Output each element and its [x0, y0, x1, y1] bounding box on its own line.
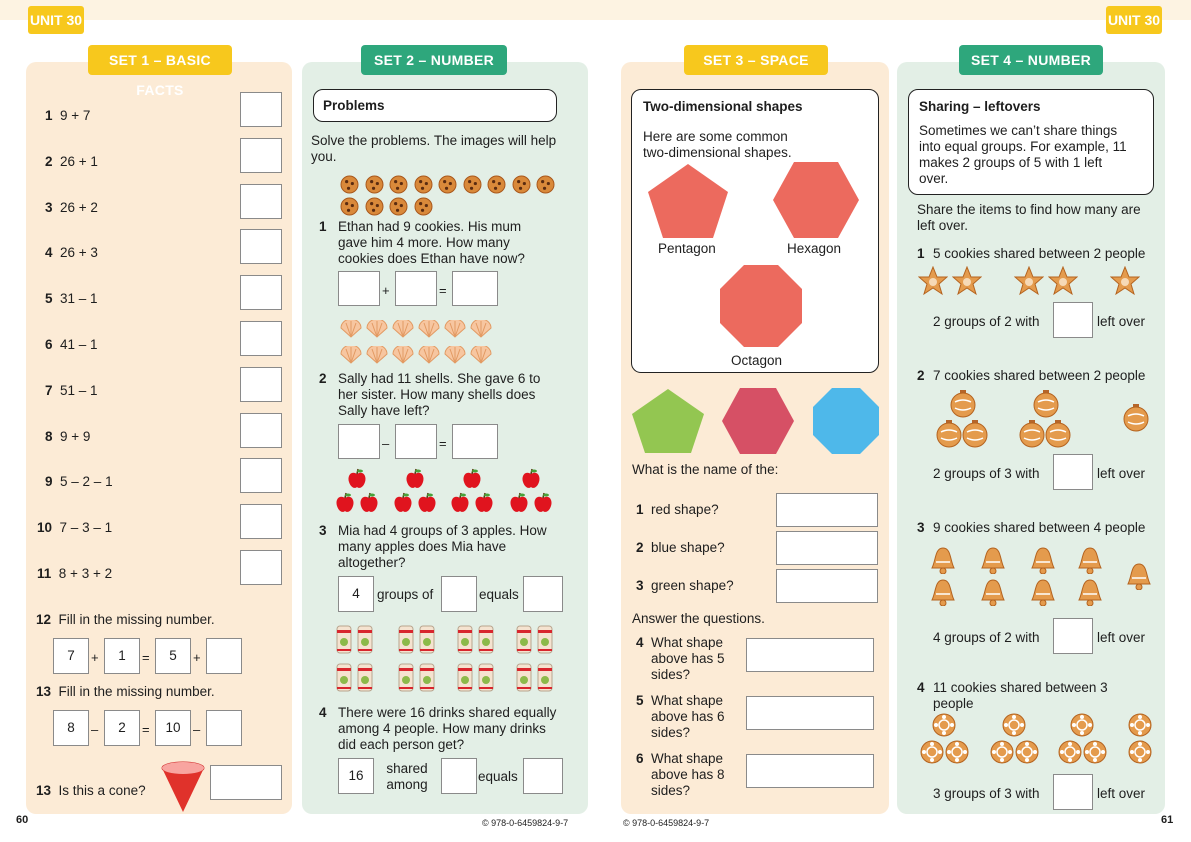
flower-cookie-icon: [1002, 713, 1026, 737]
set3-q6-text: What shape above has 8 sides?: [651, 751, 725, 798]
p3-number: 3: [319, 523, 327, 538]
green-pentagon: [630, 387, 706, 455]
p1-answer-box[interactable]: [452, 271, 498, 306]
set1-answer-box[interactable]: [240, 321, 282, 356]
cookie-icon: [340, 197, 359, 216]
set4-q2-left-over: left over: [1097, 466, 1146, 481]
bell-cookie-icon: [1077, 546, 1103, 574]
shell-icon: [340, 320, 362, 338]
set3-answer-box[interactable]: [776, 531, 878, 565]
unit-badge-left: UNIT 30: [28, 6, 84, 34]
drink-can-icon: [336, 624, 352, 654]
set1-item-number: 10: [37, 520, 53, 536]
set3-title: Two-dimensional shapes: [643, 99, 803, 114]
flower-cookie-icon: [945, 740, 969, 764]
p4-word-1: shared among: [386, 761, 428, 792]
set4-header: SET 4 – NUMBER: [959, 45, 1103, 75]
set1-item-number: 11: [37, 566, 52, 581]
apple-icon: [509, 492, 529, 514]
shell-icon: [418, 320, 440, 338]
q13-number: 13: [36, 684, 52, 699]
hexagon-label: Hexagon: [787, 241, 842, 256]
set1-item-question: 51 – 1: [60, 382, 98, 398]
set3-q-number: 4: [636, 635, 644, 650]
set1-item-question: 41 – 1: [60, 337, 98, 352]
set3-q1: [636, 502, 719, 518]
drink-can-icon: [478, 624, 494, 654]
set1-item-4: [45, 245, 98, 261]
hexagon-shape: [771, 160, 861, 240]
set4-q3-left-over: left over: [1097, 630, 1146, 645]
shell-icon: [366, 320, 388, 338]
star-cookie-icon: [1048, 266, 1078, 296]
shell-icon: [470, 346, 492, 364]
star-cookie-icon: [918, 266, 948, 296]
p1-text: Ethan had 9 cookies. His mum gave him 4 more. How many cookies does Ethan have now?: [338, 219, 525, 266]
p2-answer-box[interactable]: [452, 424, 498, 459]
set1-answer-box[interactable]: [240, 92, 282, 127]
set1-item-3: [45, 200, 98, 216]
pentagon-label: Pentagon: [658, 241, 716, 256]
drink-can-icon: [516, 662, 532, 692]
set1-item-number: 2: [45, 153, 53, 169]
set4-q4-left-over: left over: [1097, 786, 1146, 801]
p4-text: There were 16 drinks shared equally among 4 people. How many drinks did each person get?: [338, 705, 557, 752]
set1-item-10: [37, 520, 112, 536]
q12-number: 12: [36, 612, 52, 627]
ornament-cookie-icon: [1033, 390, 1059, 418]
unit-badge-right: UNIT 30: [1106, 6, 1162, 34]
set3-q2: [636, 540, 725, 556]
set1-item-question: 26 + 3: [60, 245, 98, 261]
drink-can-icon: [398, 662, 414, 692]
flower-cookie-icon: [1128, 740, 1152, 764]
set4-q-number: 4: [917, 680, 925, 695]
set1-item-number: 5: [45, 291, 53, 307]
set3-answer-box[interactable]: [776, 493, 878, 527]
set4-answer-box[interactable]: [1053, 618, 1093, 654]
pentagon-shape: [646, 162, 730, 240]
q12-box-2: 1: [104, 638, 140, 674]
ornament-cookie-icon: [1045, 420, 1071, 448]
bell-cookie-icon: [930, 578, 956, 606]
q12-box-1: 7: [53, 638, 89, 674]
set3-q-number: 5: [636, 693, 644, 708]
drink-can-icon: [419, 662, 435, 692]
flower-cookie-icon: [990, 740, 1014, 764]
ornament-cookie-icon: [936, 420, 962, 448]
set1-item-6: [45, 337, 98, 353]
q12-op-1: +: [91, 650, 99, 665]
cookie-icon: [512, 175, 531, 194]
bell-cookie-icon: [1030, 578, 1056, 606]
cookie-icon: [365, 197, 384, 216]
set1-item-question: 7 – 3 – 1: [59, 520, 113, 536]
shell-icon: [366, 346, 388, 364]
set1-answer-box[interactable]: [240, 550, 282, 585]
p4-number: 4: [319, 705, 327, 720]
set1-item-number: 7: [45, 382, 53, 398]
q12-box-3: 5: [155, 638, 191, 674]
set4-intro: Sometimes we can’t share things into equal groups. For example, 11 makes 2 groups of 5 with 1 left over.: [919, 123, 1127, 186]
set1-item-question: 9 + 7: [60, 108, 91, 123]
set4-answer-box[interactable]: [1053, 302, 1093, 338]
p4-word-2: equals: [478, 769, 518, 784]
set1-item-question: 31 – 1: [60, 291, 98, 307]
q13-op-1: –: [91, 722, 99, 737]
set3-q-text: red shape?: [651, 502, 719, 517]
shell-icon: [444, 320, 466, 338]
cookie-icon: [340, 175, 359, 194]
q13-op-3: –: [193, 722, 201, 737]
set3-q-text: green shape?: [651, 578, 734, 593]
drink-can-icon: [419, 624, 435, 654]
set3-q3: [636, 578, 734, 594]
drink-can-icon: [357, 662, 373, 692]
set1-item-question: 9 + 9: [60, 428, 91, 444]
q12-text: Fill in the missing number.: [58, 612, 215, 627]
set4-q2-groups-text: 2 groups of 3 with: [933, 466, 1040, 481]
top-band: [0, 0, 1191, 20]
q12-answer-box[interactable]: [206, 638, 242, 674]
set3-q-number: 6: [636, 751, 644, 766]
bell-cookie-icon: [1030, 546, 1056, 574]
set3-q-number: 1: [636, 502, 644, 517]
q12-op-3: +: [193, 650, 201, 665]
apple-icon: [347, 468, 367, 490]
page-number-right: 61: [1161, 814, 1174, 826]
shell-icon: [340, 346, 362, 364]
set3-q-number: 2: [636, 540, 644, 555]
set3-answer-box[interactable]: [746, 638, 874, 672]
set3-question: What is the name of the:: [632, 462, 779, 477]
set1-item-number: 1: [45, 108, 53, 123]
apple-icon: [393, 492, 413, 514]
q13-text: Fill in the missing number.: [58, 684, 215, 699]
set1-item-number: 8: [45, 428, 53, 444]
p3-box-2[interactable]: [441, 576, 477, 612]
apple-icon: [533, 492, 553, 514]
star-cookie-icon: [1110, 266, 1140, 296]
shell-icon: [444, 346, 466, 364]
set3-answer-box[interactable]: [776, 569, 878, 603]
apple-icon: [359, 492, 379, 514]
drink-can-icon: [336, 662, 352, 692]
cookie-icon: [463, 175, 482, 194]
cookie-icon: [414, 175, 433, 194]
shell-icon: [470, 320, 492, 338]
set3-answer-box[interactable]: [746, 696, 874, 730]
ornament-cookie-icon: [962, 420, 988, 448]
set1-header: SET 1 – BASIC FACTS: [88, 45, 232, 75]
set4-q3-groups-text: 4 groups of 2 with: [933, 630, 1040, 645]
blue-octagon: [811, 386, 881, 456]
p2-op-1: –: [382, 436, 390, 451]
flower-cookie-icon: [1070, 713, 1094, 737]
drink-can-icon: [537, 662, 553, 692]
flower-cookie-icon: [1128, 713, 1152, 737]
set4-q3-text: 9 cookies shared between 4 people: [933, 520, 1146, 535]
cookie-icon: [487, 175, 506, 194]
set1-item-11: [37, 566, 112, 582]
set4-instruction: Share the items to find how many are left over.: [917, 202, 1141, 233]
cookie-icon: [536, 175, 555, 194]
set1-item-number: 4: [45, 245, 53, 261]
q14-text: Is this a cone?: [58, 783, 146, 798]
set1-item-1: [45, 108, 90, 124]
set1-item-9: [45, 474, 113, 490]
q13-box-1: 8: [53, 710, 89, 746]
apple-icon: [450, 492, 470, 514]
p2-op-2: =: [439, 436, 447, 451]
bell-cookie-icon: [1077, 578, 1103, 606]
apple-icon: [462, 468, 482, 490]
red-hexagon: [720, 386, 796, 456]
drink-can-icon: [357, 624, 373, 654]
p4-answer-box[interactable]: [523, 758, 563, 794]
apple-icon: [405, 468, 425, 490]
page-number-left: 60: [16, 814, 29, 826]
apple-icon: [417, 492, 437, 514]
shell-icon: [392, 320, 414, 338]
set4-answer-box[interactable]: [1053, 774, 1093, 810]
set3-q4-text: What shape above has 5 sides?: [651, 635, 725, 682]
set1-answer-box[interactable]: [240, 229, 282, 264]
apple-icon: [474, 492, 494, 514]
set3-header: SET 3 – SPACE: [684, 45, 828, 75]
set1-item-2: [45, 154, 98, 170]
set1-item-5: [45, 291, 98, 307]
set1-item-number: 3: [45, 199, 53, 215]
set2-header: SET 2 – NUMBER: [361, 45, 507, 75]
cookie-icon: [414, 197, 433, 216]
isbn-right: © 978-0-6459824-9-7: [623, 818, 710, 828]
drink-can-icon: [516, 624, 532, 654]
p3-box-1: 4: [338, 576, 374, 612]
set3-q5-text: What shape above has 6 sides?: [651, 693, 725, 740]
cone-icon: [160, 760, 206, 814]
set1-item-question: 5 – 2 – 1: [60, 474, 113, 490]
p3-word-2: equals: [479, 587, 519, 602]
star-cookie-icon: [952, 266, 982, 296]
set1-item-7: [45, 383, 98, 399]
cookie-icon: [438, 175, 457, 194]
drink-can-icon: [457, 624, 473, 654]
set1-item-question: 8 + 3 + 2: [58, 566, 113, 581]
set3-q-number: 3: [636, 578, 644, 593]
ornament-cookie-icon: [1123, 404, 1149, 432]
p3-answer-box[interactable]: [523, 576, 563, 612]
set2-intro: Solve the problems. The images will help you.: [311, 133, 557, 164]
set1-item-8: [45, 429, 90, 445]
cookie-icon: [389, 197, 408, 216]
q14-answer-box[interactable]: [210, 765, 282, 800]
drink-can-icon: [478, 662, 494, 692]
q13-answer-box[interactable]: [206, 710, 242, 746]
flower-cookie-icon: [1015, 740, 1039, 764]
set3-answer-box[interactable]: [746, 754, 874, 788]
flower-cookie-icon: [1083, 740, 1107, 764]
set4-q2-text: 7 cookies shared between 2 people: [933, 368, 1146, 383]
drink-can-icon: [398, 624, 414, 654]
drink-can-icon: [457, 662, 473, 692]
q13-box-2: 2: [104, 710, 140, 746]
set4-q1-groups-text: 2 groups of 2 with: [933, 314, 1040, 329]
set4-title: Sharing – leftovers: [919, 99, 1041, 114]
set2-title: Problems: [323, 98, 385, 113]
set1-answer-box[interactable]: [240, 367, 282, 402]
flower-cookie-icon: [920, 740, 944, 764]
p1-number: 1: [319, 219, 327, 234]
set4-q4-groups-text: 3 groups of 3 with: [933, 786, 1040, 801]
apple-icon: [335, 492, 355, 514]
shell-icon: [418, 346, 440, 364]
p1-op-1: +: [382, 283, 390, 298]
star-cookie-icon: [1014, 266, 1044, 296]
set3-intro: Here are some common two-dimensional shapes.: [643, 129, 792, 160]
set3-answer-label: Answer the questions.: [632, 611, 765, 626]
bell-cookie-icon: [1126, 562, 1152, 590]
flower-cookie-icon: [1058, 740, 1082, 764]
set3-q-text: blue shape?: [651, 540, 725, 555]
set4-q-number: 3: [917, 520, 925, 535]
set1-answer-box[interactable]: [240, 138, 282, 173]
bell-cookie-icon: [980, 546, 1006, 574]
cookie-icon: [389, 175, 408, 194]
set1-item-number: 6: [45, 337, 53, 352]
set1-item-number: 9: [45, 474, 53, 490]
q12-op-2: =: [142, 650, 150, 665]
set1-answer-box[interactable]: [240, 458, 282, 493]
drink-can-icon: [537, 624, 553, 654]
octagon-label: Octagon: [731, 353, 783, 368]
p3-text: Mia had 4 groups of 3 apples. How many apples does Mia have altogether?: [338, 523, 547, 570]
set4-q1-text: 5 cookies shared between 2 people: [933, 246, 1146, 261]
q13-box-3: 10: [155, 710, 191, 746]
p2-box-2[interactable]: [395, 424, 437, 459]
set4-q-number: 2: [917, 368, 925, 383]
set4-answer-box[interactable]: [1053, 454, 1093, 490]
bell-cookie-icon: [980, 578, 1006, 606]
set4-q4-text: 11 cookies shared between 3 people: [933, 680, 1108, 711]
q14-number: 13: [36, 783, 52, 798]
q13-op-2: =: [142, 722, 150, 737]
set1-answer-box[interactable]: [240, 504, 282, 539]
p3-word-1: groups of: [377, 587, 434, 602]
flower-cookie-icon: [932, 713, 956, 737]
set1-answer-box[interactable]: [240, 184, 282, 219]
set1-answer-box[interactable]: [240, 413, 282, 448]
p4-box-2[interactable]: [441, 758, 477, 794]
ornament-cookie-icon: [1019, 420, 1045, 448]
p1-box-2[interactable]: [395, 271, 437, 306]
apple-icon: [521, 468, 541, 490]
set1-item-question: 26 + 1: [60, 153, 98, 169]
bell-cookie-icon: [930, 546, 956, 574]
set1-item-question: 26 + 2: [60, 199, 98, 215]
p2-number: 2: [319, 371, 327, 386]
shell-icon: [392, 346, 414, 364]
p1-op-2: =: [439, 283, 447, 298]
set4-q1-left-over: left over: [1097, 314, 1146, 329]
p2-text: Sally had 11 shells. She gave 6 to her sister. How many shells does Sally have left?: [338, 371, 541, 418]
p2-box-1[interactable]: [338, 424, 380, 459]
cookie-icon: [365, 175, 384, 194]
set1-answer-box[interactable]: [240, 275, 282, 310]
p4-box-1: 16: [338, 758, 374, 794]
p1-box-1[interactable]: [338, 271, 380, 306]
isbn-left: © 978-0-6459824-9-7: [482, 818, 569, 828]
set4-q-number: 1: [917, 246, 925, 261]
octagon-shape: [718, 263, 804, 349]
ornament-cookie-icon: [950, 390, 976, 418]
